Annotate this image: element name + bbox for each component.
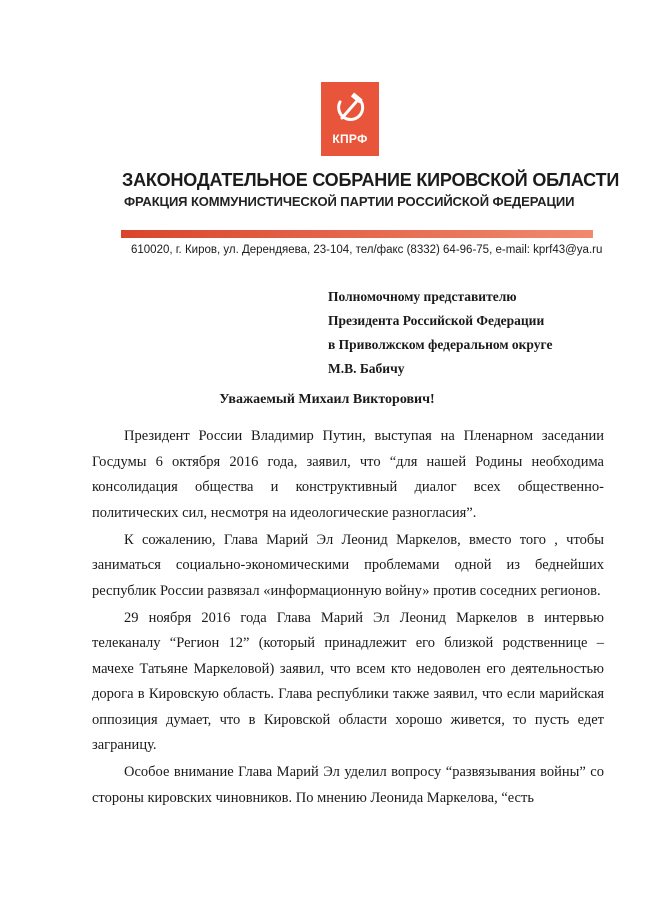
letter-body [92,424,604,813]
addressee-line: в Приволжском федеральном округе [328,337,553,352]
organization-title: ЗАКОНОДАТЕЛЬНОЕ СОБРАНИЕ КИРОВСКОЙ ОБЛАСТИ [122,170,620,190]
hammer-sickle-icon [334,90,366,126]
addressee-name: М.В. Бабичу [328,361,405,376]
body-paragraph: Особое внимание Глава Марий Эл уделил вопросу “развязывания войны” со стороны кировских чиновников. По мнению Леонида Маркелова, “есть [92,764,604,806]
body-paragraph: Президент России Владимир Путин, выступая на Пленарном заседании Госдумы 6 октября 2016 года, заявил, что “для нашей Родины необходима консолидация общества и конструктивный диалог всех общественно-политических сил, несмотря на идеологические разногласия”. [92,428,604,521]
kprf-logo [321,82,379,156]
addressee-line: Полномочному представителю [328,289,517,304]
logo-text: КПРФ [332,132,368,146]
faction-subtitle: ФРАКЦИЯ КОММУНИСТИЧЕСКОЙ ПАРТИИ РОССИЙСКОЙ ФЕДЕРАЦИИ [124,194,575,209]
letterhead-divider [121,230,593,238]
contact-details: 610020, г. Киров, ул. Дерендяева, 23-104, тел/факс (8332) 64-96-75, e-mail: kprf43@ya.ru [131,244,603,256]
addressee-line: Президента Российской Федерации [328,313,545,328]
addressee-block [328,285,552,381]
body-paragraph: К сожалению, Глава Марий Эл Леонид Маркелов, вместо того , чтобы заниматься социально-экономическими проблемами одной из беднейших республик России развязал «информационную войну» против соседних регионов. [92,531,604,599]
salutation: Уважаемый Михаил Викторович! [219,392,435,407]
body-paragraph: 29 ноября 2016 года Глава Марий Эл Леонид Маркелов в интервью телеканалу “Регион 12” (который принадлежит его близкой родственнице – мачехе Татьяне Маркеловой) заявил, что всем кто недоволен его деятельностью дорога в Кировскую область. Глава республики также заявил, что если марийская оппозиция думает, что в Кировской области хорошо живется, то пусть едет заграницу. [92,609,604,753]
